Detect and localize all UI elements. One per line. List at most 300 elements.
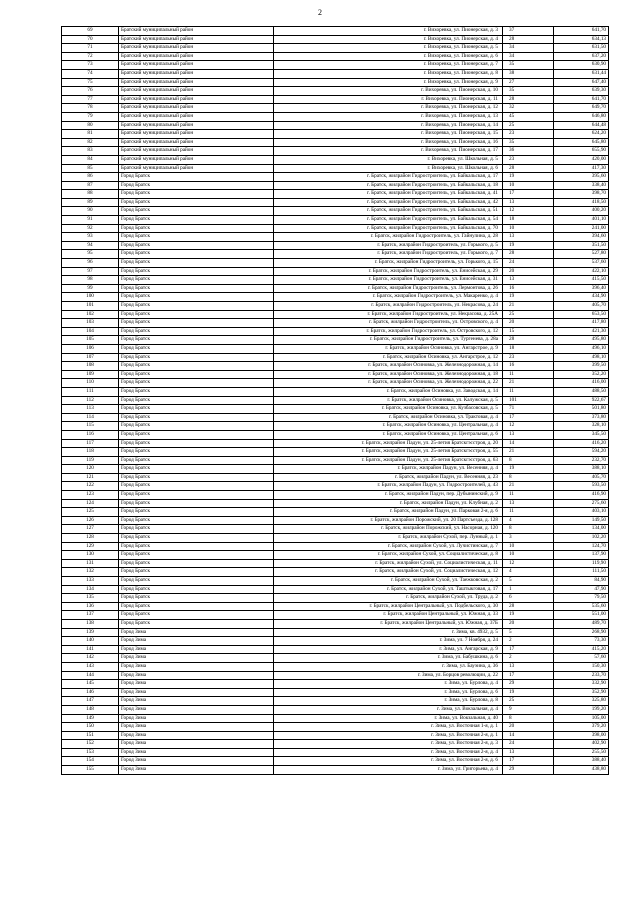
address-cell: г. Братск, жилрайон Падун, ул. Весенняя, д. 4: [274, 465, 503, 474]
table-row: [62, 181, 609, 190]
municipality-cell: Город Братск: [119, 207, 274, 216]
municipality-cell: Братский муниципальный район: [119, 130, 274, 139]
area-cell: 137,90: [554, 551, 609, 560]
table-row: [62, 482, 609, 491]
area-cell: 84,90: [554, 577, 609, 586]
table-row: [62, 688, 609, 697]
count-cell: 10: [503, 224, 554, 233]
table-row: [62, 104, 609, 113]
table-row: [62, 748, 609, 757]
address-cell: г. Вихоревка, ул. Пионерская, д. 15: [274, 130, 503, 139]
area-cell: 498,10: [554, 353, 609, 362]
municipality-cell: Братский муниципальный район: [119, 27, 274, 36]
municipality-cell: Братский муниципальный район: [119, 164, 274, 173]
count-cell: 8: [503, 714, 554, 723]
row-number-cell: 76: [62, 87, 119, 96]
count-cell: 13: [503, 430, 554, 439]
address-cell: г. Братск, жилрайон Гидростроитель, ул. Островского, д. 12: [274, 327, 503, 336]
table-row: [62, 499, 609, 508]
address-cell: г. Братск, жилрайон Гидростроитель, ул. Тургенева, д. 28а: [274, 336, 503, 345]
municipality-cell: Город Братск: [119, 319, 274, 328]
row-number-cell: 114: [62, 413, 119, 422]
area-cell: 268,90: [554, 628, 609, 637]
count-cell: 2: [503, 637, 554, 646]
row-number-cell: 90: [62, 207, 119, 216]
row-number-cell: 91: [62, 216, 119, 225]
table-row: [62, 267, 609, 276]
row-number-cell: 140: [62, 637, 119, 646]
table-row: [62, 577, 609, 586]
area-cell: 232,70: [554, 456, 609, 465]
count-cell: 24: [503, 259, 554, 268]
municipality-cell: Город Братск: [119, 525, 274, 534]
count-cell: 19: [503, 465, 554, 474]
address-cell: г. Зима, кв. 4932, д. 5: [274, 628, 503, 637]
address-cell: г. Братск, жилрайон Гидростроитель, ул. Горького, д. 7: [274, 250, 503, 259]
row-number-cell: 84: [62, 155, 119, 164]
municipality-cell: Город Зима: [119, 766, 274, 775]
municipality-cell: Город Братск: [119, 594, 274, 603]
count-cell: 13: [503, 276, 554, 285]
count-cell: 29: [503, 680, 554, 689]
area-cell: 400,20: [554, 207, 609, 216]
table-row: [62, 173, 609, 182]
municipality-cell: Братский муниципальный район: [119, 112, 274, 121]
address-cell: г. Вихоревка, ул. Пионерская, д. 12: [274, 104, 503, 113]
municipality-cell: Город Братск: [119, 405, 274, 414]
count-cell: 101: [503, 396, 554, 405]
row-number-cell: 81: [62, 130, 119, 139]
count-cell: 19: [503, 173, 554, 182]
row-number-cell: 85: [62, 164, 119, 173]
table-row: [62, 671, 609, 680]
count-cell: 8: [503, 525, 554, 534]
row-number-cell: 131: [62, 559, 119, 568]
count-cell: 25: [503, 310, 554, 319]
area-cell: 922,67: [554, 396, 609, 405]
table-row: [62, 233, 609, 242]
area-cell: 495,80: [554, 336, 609, 345]
area-cell: 594,20: [554, 448, 609, 457]
municipality-cell: Город Зима: [119, 723, 274, 732]
address-cell: г. Братск, жилрайон Осиновка, ул. Ангарстрое, д. 12: [274, 353, 503, 362]
municipality-cell: Город Зима: [119, 705, 274, 714]
row-number-cell: 154: [62, 757, 119, 766]
table-body: [62, 27, 609, 775]
area-cell: 535,60: [554, 602, 609, 611]
table-row: [62, 344, 609, 353]
municipality-cell: Город Братск: [119, 585, 274, 594]
area-cell: 233,70: [554, 671, 609, 680]
address-cell: г. Зима, ул. Восточная 2-я, д. 3: [274, 740, 503, 749]
row-number-cell: 141: [62, 645, 119, 654]
table-row: [62, 602, 609, 611]
count-cell: 19: [503, 688, 554, 697]
address-cell: г. Вихоревка, ул. Пионерская, д. 8: [274, 69, 503, 78]
municipality-cell: Город Зима: [119, 748, 274, 757]
count-cell: 35: [503, 138, 554, 147]
count-cell: 17: [503, 671, 554, 680]
table-row: [62, 465, 609, 474]
count-cell: 28: [503, 35, 554, 44]
row-number-cell: 119: [62, 456, 119, 465]
count-cell: 12: [503, 559, 554, 568]
area-cell: 373,80: [554, 413, 609, 422]
count-cell: 2: [503, 654, 554, 663]
count-cell: 71: [503, 405, 554, 414]
area-cell: 325,80: [554, 697, 609, 706]
row-number-cell: 128: [62, 534, 119, 543]
row-number-cell: 107: [62, 353, 119, 362]
municipality-cell: Город Братск: [119, 430, 274, 439]
address-cell: г. Зима, ул. Восточная 1-я, д. 1: [274, 723, 503, 732]
area-cell: 420,00: [554, 155, 609, 164]
count-cell: 36: [503, 147, 554, 156]
address-cell: г. Братск, жилрайон Гидростроитель, ул. Байкальская, д. 42: [274, 198, 503, 207]
area-cell: 352,90: [554, 688, 609, 697]
row-number-cell: 144: [62, 671, 119, 680]
area-cell: 496,10: [554, 344, 609, 353]
area-cell: 527,80: [554, 250, 609, 259]
count-cell: 25: [503, 121, 554, 130]
count-cell: 14: [503, 731, 554, 740]
area-cell: 641,70: [554, 27, 609, 36]
address-cell: г. Зима, ул. Бабушкина, д. 6: [274, 654, 503, 663]
table-row: [62, 662, 609, 671]
table-row: [62, 491, 609, 500]
row-number-cell: 83: [62, 147, 119, 156]
table-row: [62, 611, 609, 620]
row-number-cell: 132: [62, 568, 119, 577]
municipality-cell: Город Зима: [119, 714, 274, 723]
address-cell: г. Братск, жилрайон Гидростроитель, ул. Байкальская, д. 17: [274, 173, 503, 182]
row-number-cell: 146: [62, 688, 119, 697]
area-cell: 639,30: [554, 87, 609, 96]
table-row: [62, 216, 609, 225]
address-cell: г. Братск, жилрайон Гидростроитель, ул. Макаренко, д. 4: [274, 293, 503, 302]
table-row: [62, 422, 609, 431]
row-number-cell: 77: [62, 95, 119, 104]
count-cell: 9: [503, 705, 554, 714]
address-cell: г. Зима, ул. Борцов революции, д. 22: [274, 671, 503, 680]
table-row: [62, 259, 609, 268]
count-cell: 21: [503, 482, 554, 491]
row-number-cell: 80: [62, 121, 119, 130]
count-cell: 23: [503, 130, 554, 139]
count-cell: 28: [503, 95, 554, 104]
address-cell: г. Братск, жилрайон Гидростроитель, ул. Байкальская, д. 51: [274, 207, 503, 216]
row-number-cell: 110: [62, 379, 119, 388]
table-row: [62, 327, 609, 336]
municipality-cell: Город Братск: [119, 577, 274, 586]
address-cell: г. Зима, ул. Вокзальная, д. 40: [274, 714, 503, 723]
municipality-cell: Братский муниципальный район: [119, 104, 274, 113]
address-cell: г. Вихоревка, ул. Школьная, д. 6: [274, 164, 503, 173]
area-cell: 415,50: [554, 276, 609, 285]
count-cell: 21: [503, 302, 554, 311]
address-cell: г. Братск, жилрайон Падун, ул. Весенняя, д. 23: [274, 473, 503, 482]
area-cell: 149,50: [554, 516, 609, 525]
address-cell: г. Братск, жилрайон Сухой, ул. Социалистическая, д. 12: [274, 568, 503, 577]
row-number-cell: 149: [62, 714, 119, 723]
address-cell: г. Братск, жилрайон Осиновка, ул. Ангарстрое, д. 9: [274, 344, 503, 353]
housing-table: [61, 26, 609, 775]
municipality-cell: Город Зима: [119, 654, 274, 663]
table-row: [62, 241, 609, 250]
row-number-cell: 115: [62, 422, 119, 431]
row-number-cell: 122: [62, 482, 119, 491]
municipality-cell: Город Братск: [119, 465, 274, 474]
count-cell: 8: [503, 456, 554, 465]
municipality-cell: Братский муниципальный район: [119, 44, 274, 53]
area-cell: 434,90: [554, 293, 609, 302]
table-row: [62, 35, 609, 44]
count-cell: 21: [503, 448, 554, 457]
row-number-cell: 94: [62, 241, 119, 250]
municipality-cell: Город Братск: [119, 456, 274, 465]
municipality-cell: Город Братск: [119, 190, 274, 199]
count-cell: 17: [503, 645, 554, 654]
municipality-cell: Братский муниципальный район: [119, 87, 274, 96]
row-number-cell: 82: [62, 138, 119, 147]
area-cell: 398,00: [554, 731, 609, 740]
address-cell: г. Братск, жилрайон Сухой, ул. Таштыкговая, д. 17: [274, 585, 503, 594]
row-number-cell: 96: [62, 259, 119, 268]
row-number-cell: 143: [62, 662, 119, 671]
address-cell: г. Братск, жилрайон Осиновка, ул. Железнодорожная, д. 22: [274, 379, 503, 388]
area-cell: 105,00: [554, 714, 609, 723]
table-row: [62, 130, 609, 139]
table-row: [62, 387, 609, 396]
count-cell: 11: [503, 370, 554, 379]
municipality-cell: Город Братск: [119, 276, 274, 285]
table-row: [62, 27, 609, 36]
municipality-cell: Город Братск: [119, 473, 274, 482]
count-cell: 25: [503, 697, 554, 706]
area-cell: 388,10: [554, 465, 609, 474]
row-number-cell: 142: [62, 654, 119, 663]
count-cell: 10: [503, 542, 554, 551]
row-number-cell: 129: [62, 542, 119, 551]
row-number-cell: 87: [62, 181, 119, 190]
row-number-cell: 89: [62, 198, 119, 207]
table-row: [62, 534, 609, 543]
address-cell: г. Братск, жилрайон Гидростроитель, ул. Лермонтова, д. 26: [274, 284, 503, 293]
address-cell: г. Братск, жилрайон Гидростроитель, ул. Гайнулина, д. 28: [274, 233, 503, 242]
row-number-cell: 109: [62, 370, 119, 379]
count-cell: 6: [503, 594, 554, 603]
count-cell: 14: [503, 439, 554, 448]
area-cell: 624,20: [554, 130, 609, 139]
municipality-cell: Город Братск: [119, 413, 274, 422]
row-number-cell: 135: [62, 594, 119, 603]
count-cell: 19: [503, 293, 554, 302]
count-cell: 4: [503, 516, 554, 525]
count-cell: 20: [503, 723, 554, 732]
municipality-cell: Город Братск: [119, 224, 274, 233]
area-cell: 488,50: [554, 387, 609, 396]
address-cell: г. Братск, жилрайон Осиновка, ул. Центральная, д. 6: [274, 430, 503, 439]
area-cell: 418,50: [554, 198, 609, 207]
area-cell: 422,10: [554, 267, 609, 276]
municipality-cell: Город Братск: [119, 302, 274, 311]
municipality-cell: Город Братск: [119, 439, 274, 448]
row-number-cell: 113: [62, 405, 119, 414]
municipality-cell: Братский муниципальный район: [119, 147, 274, 156]
table-row: [62, 637, 609, 646]
row-number-cell: 118: [62, 448, 119, 457]
area-cell: 421,30: [554, 327, 609, 336]
address-cell: г. Вихоревка, ул. Пионерская, д. 4: [274, 35, 503, 44]
address-cell: г. Братск, жилрайон Падун, ул. Клубная, д. 2: [274, 499, 503, 508]
municipality-cell: Город Зима: [119, 757, 274, 766]
municipality-cell: Братский муниципальный район: [119, 95, 274, 104]
count-cell: 28: [503, 250, 554, 259]
table-row: [62, 456, 609, 465]
address-cell: г. Вихоревка, ул. Пионерская, д. 17: [274, 147, 503, 156]
address-cell: г. Вихоревка, ул. Пионерская, д. 5: [274, 44, 503, 53]
address-cell: г. Братск, жилрайон Гидростроитель, ул. Байкальская, д. 70: [274, 224, 503, 233]
table-row: [62, 740, 609, 749]
count-cell: 19: [503, 241, 554, 250]
count-cell: 45: [503, 112, 554, 121]
count-cell: 11: [503, 508, 554, 517]
municipality-cell: Город Братск: [119, 310, 274, 319]
municipality-cell: Город Братск: [119, 508, 274, 517]
table-row: [62, 319, 609, 328]
municipality-cell: Город Братск: [119, 602, 274, 611]
row-number-cell: 127: [62, 525, 119, 534]
row-number-cell: 92: [62, 224, 119, 233]
area-cell: 655,90: [554, 147, 609, 156]
row-number-cell: 95: [62, 250, 119, 259]
address-cell: г. Братск, жилрайон Центральный, ул. Подбельского, д. 30: [274, 602, 503, 611]
area-cell: 417,80: [554, 319, 609, 328]
area-cell: 415,20: [554, 645, 609, 654]
municipality-cell: Город Братск: [119, 611, 274, 620]
address-cell: г. Вихоревка, ул. Пионерская, д. 9: [274, 78, 503, 87]
count-cell: 5: [503, 577, 554, 586]
table-row: [62, 224, 609, 233]
table-row: [62, 95, 609, 104]
table-row: [62, 147, 609, 156]
address-cell: г. Братск, жилрайон Сухой, ул. Социалистическая, д. 11: [274, 559, 503, 568]
table-row: [62, 697, 609, 706]
municipality-cell: Братский муниципальный район: [119, 35, 274, 44]
count-cell: 5: [503, 628, 554, 637]
municipality-cell: Братский муниципальный район: [119, 121, 274, 130]
row-number-cell: 104: [62, 327, 119, 336]
municipality-cell: Город Братск: [119, 379, 274, 388]
municipality-cell: Братский муниципальный район: [119, 69, 274, 78]
count-cell: 1: [503, 585, 554, 594]
table-row: [62, 138, 609, 147]
municipality-cell: Город Братск: [119, 259, 274, 268]
area-cell: 438,80: [554, 766, 609, 775]
municipality-cell: Город Братск: [119, 181, 274, 190]
table-row: [62, 551, 609, 560]
table-row: [62, 250, 609, 259]
municipality-cell: Город Зима: [119, 628, 274, 637]
municipality-cell: Город Братск: [119, 241, 274, 250]
area-cell: 403,10: [554, 508, 609, 517]
municipality-cell: Город Зима: [119, 688, 274, 697]
address-cell: г. Братск, жилрайон Центральный, ул. Южная, д. 37Б: [274, 619, 503, 628]
table-row: [62, 302, 609, 311]
table-row: [62, 705, 609, 714]
table-row: [62, 379, 609, 388]
count-cell: 4: [503, 568, 554, 577]
table-row: [62, 61, 609, 70]
area-cell: 57,60: [554, 654, 609, 663]
row-number-cell: 148: [62, 705, 119, 714]
address-cell: г. Зима, ул. Восточная 2-я, д. 6: [274, 757, 503, 766]
count-cell: 37: [503, 27, 554, 36]
municipality-cell: Братский муниципальный район: [119, 78, 274, 87]
table-row: [62, 396, 609, 405]
municipality-cell: Город Братск: [119, 499, 274, 508]
municipality-cell: Город Братск: [119, 387, 274, 396]
count-cell: 28: [503, 602, 554, 611]
table-row: [62, 112, 609, 121]
address-cell: г. Зима, ул. 7 Ноября, д. 24: [274, 637, 503, 646]
count-cell: 16: [503, 362, 554, 371]
municipality-cell: Город Зима: [119, 731, 274, 740]
table-row: [62, 585, 609, 594]
area-cell: 379,20: [554, 723, 609, 732]
row-number-cell: 93: [62, 233, 119, 242]
area-cell: 150,30: [554, 662, 609, 671]
table-row: [62, 439, 609, 448]
area-cell: 241,00: [554, 224, 609, 233]
address-cell: г. Зима, ул. Бурлова, д. 6: [274, 688, 503, 697]
row-number-cell: 88: [62, 190, 119, 199]
table-row: [62, 121, 609, 130]
address-cell: г. Зима, ул. Бурлова, д. 8: [274, 697, 503, 706]
table-row: [62, 731, 609, 740]
table-row: [62, 516, 609, 525]
count-cell: 3: [503, 534, 554, 543]
address-cell: г. Зима, ул. Вокзальная, д. 4: [274, 705, 503, 714]
table-row: [62, 568, 609, 577]
row-number-cell: 103: [62, 319, 119, 328]
count-cell: 13: [503, 233, 554, 242]
address-cell: г. Братск, жилрайон Осиновка, ул. Трактовая, д. 4: [274, 413, 503, 422]
address-cell: г. Братск, жилрайон Осиновка, ул. Калужская, д. 5: [274, 396, 503, 405]
area-cell: 653,50: [554, 310, 609, 319]
row-number-cell: 138: [62, 619, 119, 628]
address-cell: г. Братск, жилрайон Гидростроитель, ул. Енисейская, д. 29: [274, 267, 503, 276]
row-number-cell: 147: [62, 697, 119, 706]
area-cell: 401,10: [554, 216, 609, 225]
area-cell: 199,20: [554, 705, 609, 714]
address-cell: г. Братск, жилрайон Гидростроитель, ул. Некрасова, д. 25А: [274, 310, 503, 319]
table-row: [62, 370, 609, 379]
table-row: [62, 293, 609, 302]
table-row: [62, 155, 609, 164]
row-number-cell: 101: [62, 302, 119, 311]
table-row: [62, 284, 609, 293]
municipality-cell: Город Зима: [119, 697, 274, 706]
table-row: [62, 525, 609, 534]
area-cell: 416,00: [554, 379, 609, 388]
address-cell: г. Братск, жилрайон Осиновка, ул. Заводская, д. 14: [274, 387, 503, 396]
municipality-cell: Город Братск: [119, 370, 274, 379]
row-number-cell: 150: [62, 723, 119, 732]
count-cell: 20: [503, 319, 554, 328]
row-number-cell: 102: [62, 310, 119, 319]
row-number-cell: 120: [62, 465, 119, 474]
